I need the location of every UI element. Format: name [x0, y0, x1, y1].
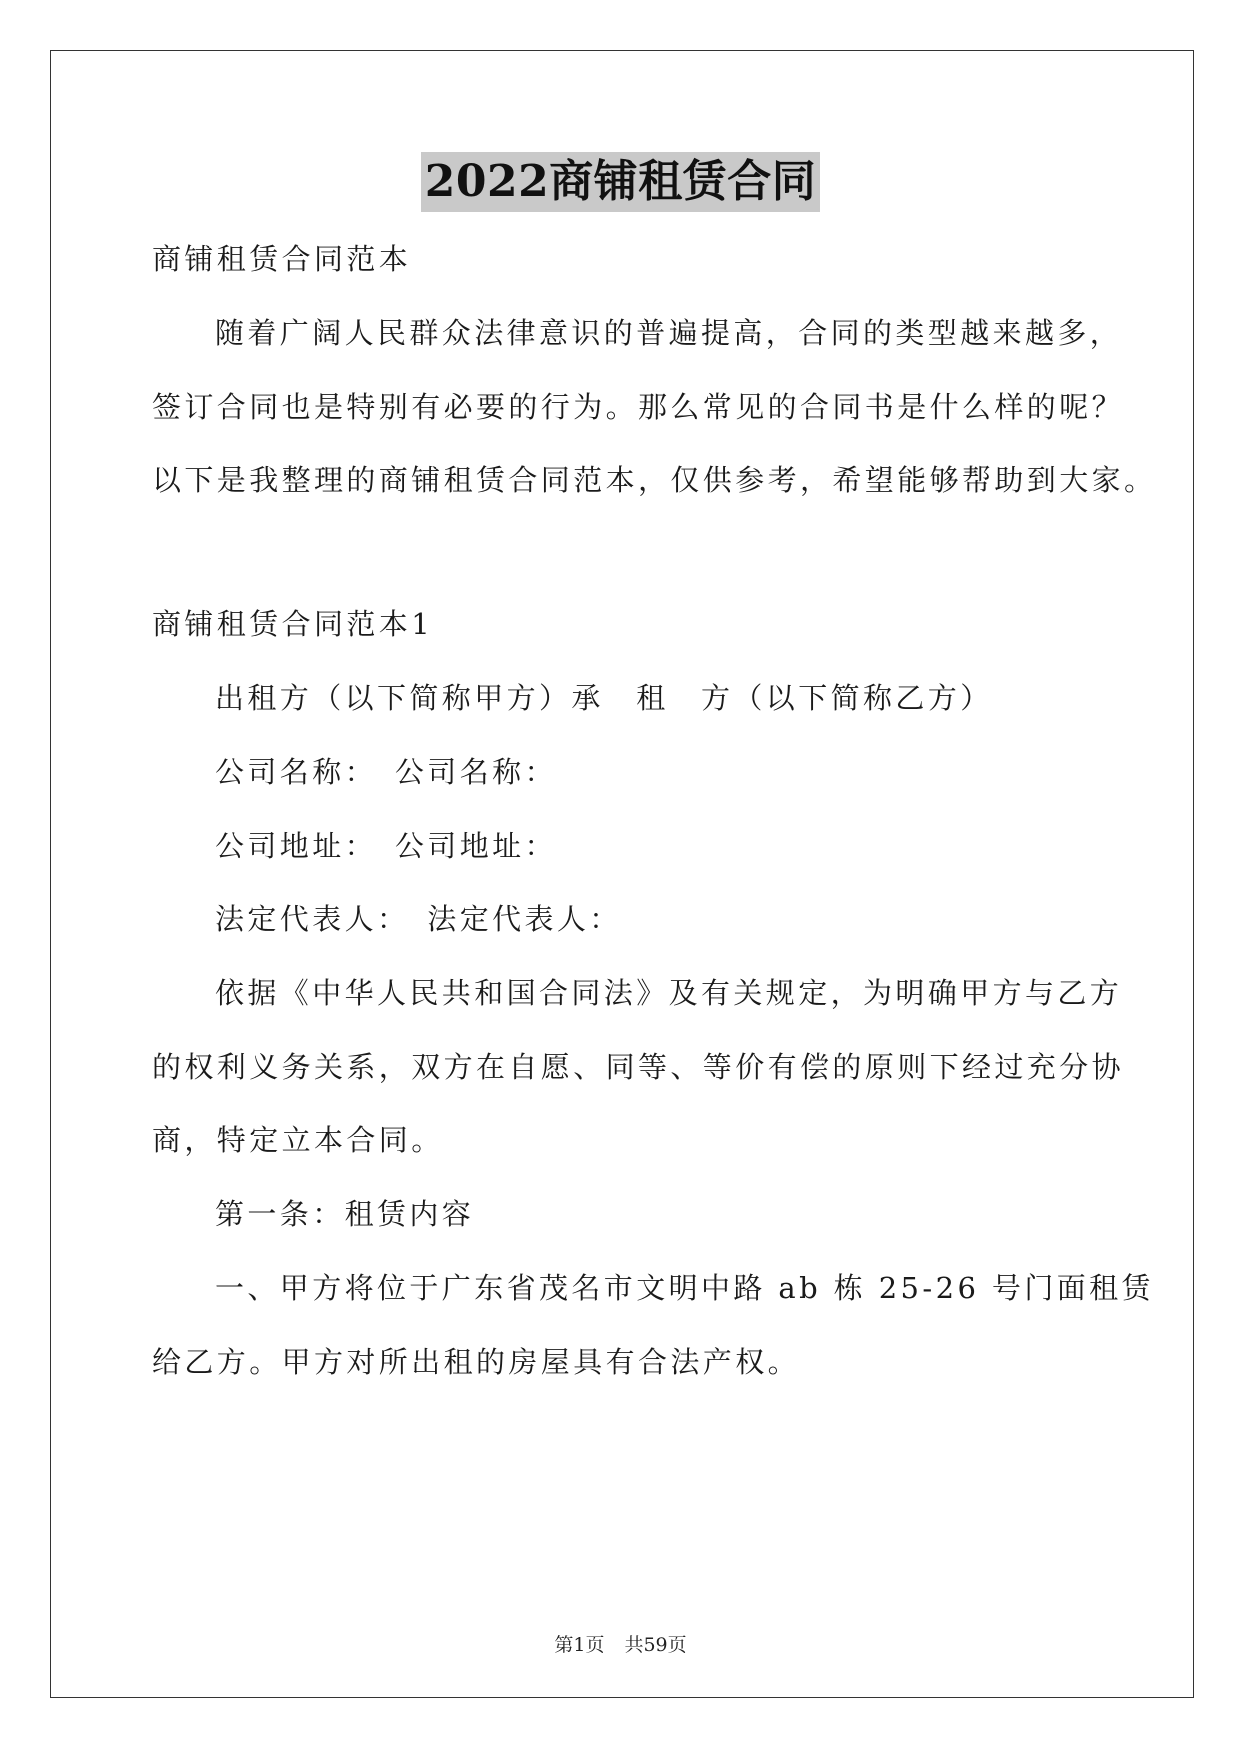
paragraph-line: 随着广阔人民群众法律意识的普遍提高，合同的类型越来越多， [215, 316, 1123, 350]
paragraph-line: 法定代表人： 法定代表人： [215, 902, 622, 936]
title-container [0, 152, 1241, 212]
page-border [50, 50, 1194, 1698]
page-number: 第1页 [554, 1634, 605, 1656]
page-footer [0, 1632, 1241, 1658]
paragraph-line: 公司地址： 公司地址： [215, 829, 557, 863]
article-heading: 第一条：租赁内容 [215, 1197, 475, 1231]
page-total: 共59页 [624, 1634, 687, 1656]
paragraph-line: 依据《中华人民共和国合同法》及有关规定，为明确甲方与乙方 [215, 976, 1123, 1010]
document-title: 2022商铺租赁合同 [421, 152, 820, 212]
paragraph-line: 一、甲方将位于广东省茂名市文明中路 ab 栋 25-26 号门面租赁 [215, 1271, 1154, 1305]
section-heading: 商铺租赁合同范本 [152, 242, 412, 276]
paragraph-line: 出租方（以下简称甲方）承 租 方（以下简称乙方） [215, 681, 993, 715]
paragraph-line: 公司名称： 公司名称： [215, 755, 557, 789]
paragraph-line: 商，特定立本合同。 [152, 1123, 444, 1157]
paragraph-line: 给乙方。甲方对所出租的房屋具有合法产权。 [152, 1345, 801, 1379]
paragraph-line: 以下是我整理的商铺租赁合同范本，仅供参考，希望能够帮助到大家。 [152, 463, 1157, 497]
paragraph-line: 的权利义务关系，双方在自愿、同等、等价有偿的原则下经过充分协 [152, 1050, 1125, 1084]
section-heading: 商铺租赁合同范本1 [152, 607, 434, 641]
paragraph-line: 签订合同也是特别有必要的行为。那么常见的合同书是什么样的呢？ [152, 390, 1125, 424]
